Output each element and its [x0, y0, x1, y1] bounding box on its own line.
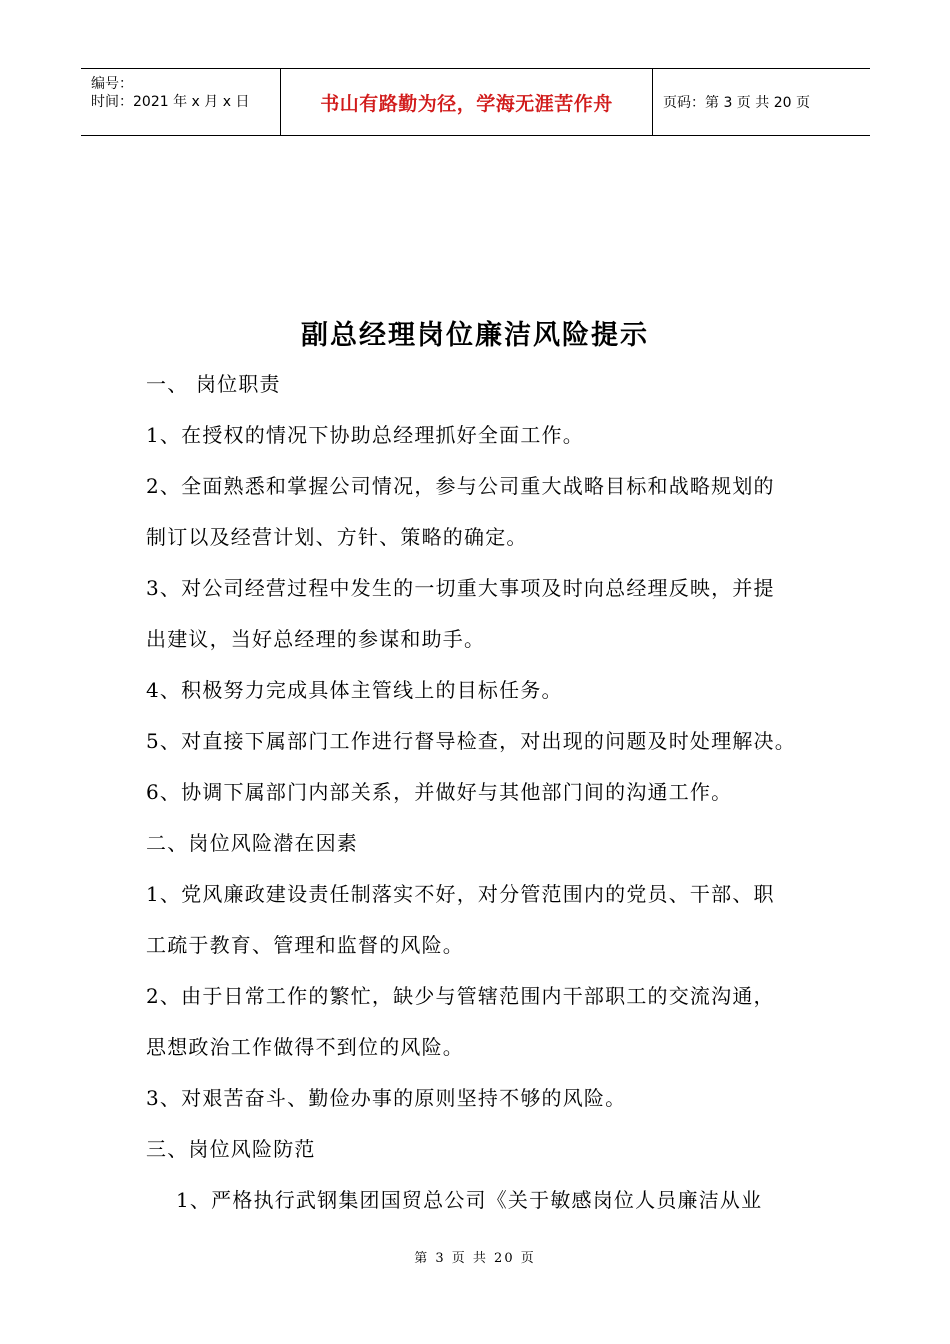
paragraph-line: 出建议，当好总经理的参谋和助手。	[146, 627, 486, 651]
document-body	[146, 366, 826, 1233]
section-heading: 三、岗位风险防范	[146, 1137, 316, 1161]
header-page-info: 页码：第 3 页 共 20 页	[663, 95, 810, 111]
header-motto: 书山有路勤为径，学海无涯苦作舟	[281, 69, 653, 135]
paragraph-line: 3、对公司经营过程中发生的一切重大事项及时向总经理反映，并提	[146, 576, 775, 600]
paragraph-line: 制订以及经营计划、方针、策略的确定。	[146, 525, 528, 549]
paragraph-line: 2、全面熟悉和掌握公司情况，参与公司重大战略目标和战略规划的	[146, 474, 775, 498]
section-heading: 一、 岗位职责	[146, 372, 281, 396]
number-label: 编号：	[91, 76, 133, 92]
paragraph-line: 3、对艰苦奋斗、勤俭办事的原则坚持不够的风险。	[146, 1086, 627, 1110]
document-title: 副总经理岗位廉洁风险提示	[301, 320, 649, 351]
paragraph-line: 思想政治工作做得不到位的风险。	[146, 1035, 464, 1059]
header-meta	[81, 69, 281, 135]
page-footer: 第 3 页 共 20 页	[414, 1251, 536, 1266]
paragraph-line: 1、在授权的情况下协助总经理抓好全面工作。	[146, 423, 584, 447]
document-header	[81, 68, 870, 136]
paragraph-line: 工疏于教育、管理和监督的风险。	[146, 933, 464, 957]
section-heading: 二、岗位风险潜在因素	[146, 831, 358, 855]
paragraph-line: 5、对直接下属部门工作进行督导检查，对出现的问题及时处理解决。	[146, 729, 796, 753]
date-label: 时间：2021 年 x 月 x 日	[91, 94, 250, 110]
paragraph-line: 6、协调下属部门内部关系，并做好与其他部门间的沟通工作。	[146, 780, 733, 804]
paragraph-line: 1、严格执行武钢集团国贸总公司《关于敏感岗位人员廉洁从业	[176, 1188, 763, 1212]
paragraph-line: 4、积极努力完成具体主管线上的目标任务。	[146, 678, 563, 702]
paragraph-line: 2、由于日常工作的繁忙，缺少与管辖范围内干部职工的交流沟通，	[146, 984, 775, 1008]
paragraph-line: 1、党风廉政建设责任制落实不好，对分管范围内的党员、干部、职	[146, 882, 775, 906]
